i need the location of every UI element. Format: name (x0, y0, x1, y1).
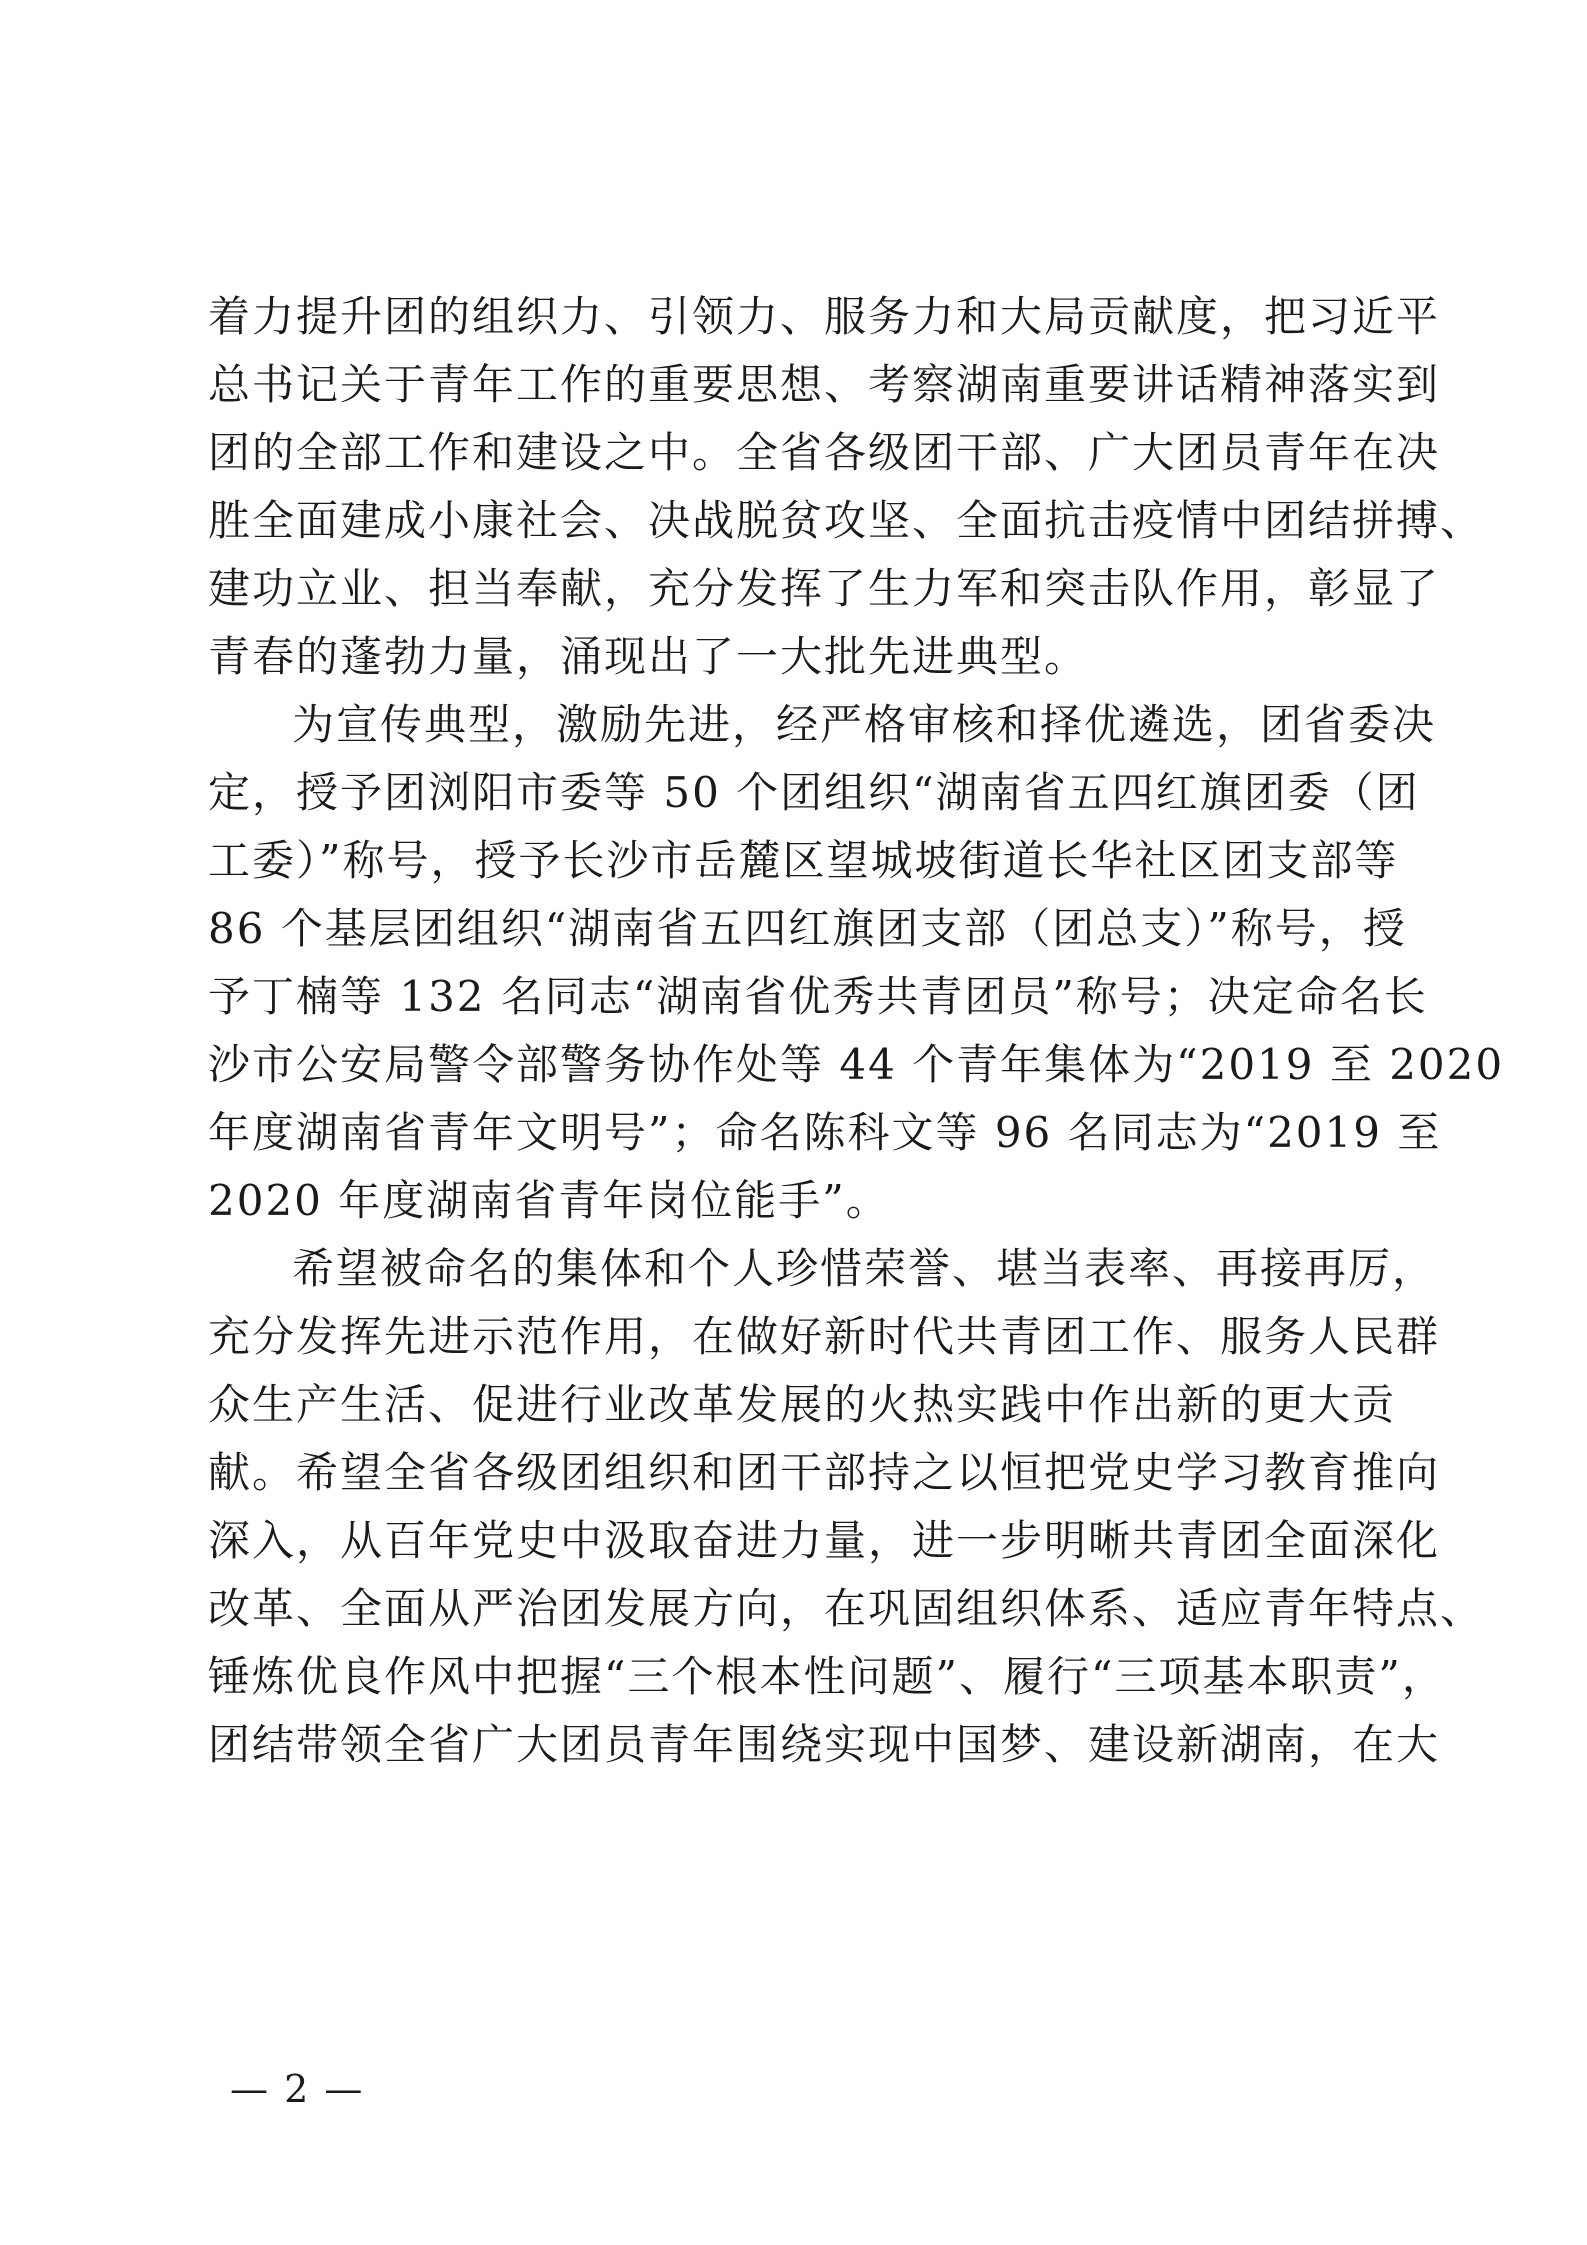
text-line: 充分发挥先进示范作用，在做好新时代共青团工作、服务人民群 (208, 1312, 1441, 1361)
text-line: 团的全部工作和建设之中。全省各级团干部、广大团员青年在决 (208, 428, 1441, 477)
text-line: 予丁楠等 132 名同志“湖南省优秀共青团员”称号；决定命名长 (208, 972, 1428, 1021)
text-line: 团结带领全省广大团员青年围绕实现中国梦、建设新湖南，在大 (208, 1720, 1441, 1769)
text-line: 沙市公安局警令部警务协作处等 44 个青年集体为“2019 至 2020 (208, 1040, 1505, 1089)
text-line: 年度湖南省青年文明号”；命名陈科文等 96 名同志为“2019 至 (208, 1108, 1442, 1157)
text-line: 86 个基层团组织“湖南省五四红旗团支部（团总支）”称号，授 (208, 904, 1407, 953)
page-number: — 2 — (230, 2067, 365, 2111)
text-line: 献。希望全省各级团组织和团干部持之以恒把党史学习教育推向 (208, 1448, 1441, 1497)
text-line: 深入，从百年党史中汲取奋进力量，进一步明晰共青团全面深化 (208, 1516, 1441, 1565)
text-line: 总书记关于青年工作的重要思想、考察湖南重要讲话精神落实到 (208, 360, 1441, 409)
text-line: 胜全面建成小康社会、决战脱贫攻坚、全面抗击疫情中团结拼搏、 (208, 496, 1485, 545)
text-line: 工委）”称号，授予长沙市岳麓区望城坡街道长华社区团支部等 (208, 836, 1399, 885)
paragraph-first-line: 希望被命名的集体和个人珍惜荣誉、堪当表率、再接再厉， (292, 1244, 1437, 1293)
text-line: 定，授予团浏阳市委等 50 个团组织“湖南省五四红旗团委（团 (208, 768, 1420, 817)
text-line: 众生产生活、促进行业改革发展的火热实践中作出新的更大贡 (208, 1380, 1397, 1429)
paragraph-first-line: 为宣传典型，激励先进，经严格审核和择优遴选，团省委决 (292, 700, 1437, 749)
text-line: 锤炼优良作风中把握“三个根本性问题”、履行“三项基本职责”， (208, 1652, 1446, 1701)
text-line: 改革、全面从严治团发展方向，在巩固组织体系、适应青年特点、 (208, 1584, 1485, 1633)
text-line: 建功立业、担当奉献，充分发挥了生力军和突击队作用，彰显了 (208, 564, 1441, 613)
text-line: 着力提升团的组织力、引领力、服务力和大局贡献度，把习近平 (208, 292, 1441, 341)
text-line: 青春的蓬勃力量，涌现出了一大批先进典型。 (208, 632, 1089, 681)
text-line: 2020 年度湖南省青年岗位能手”。 (208, 1176, 890, 1225)
